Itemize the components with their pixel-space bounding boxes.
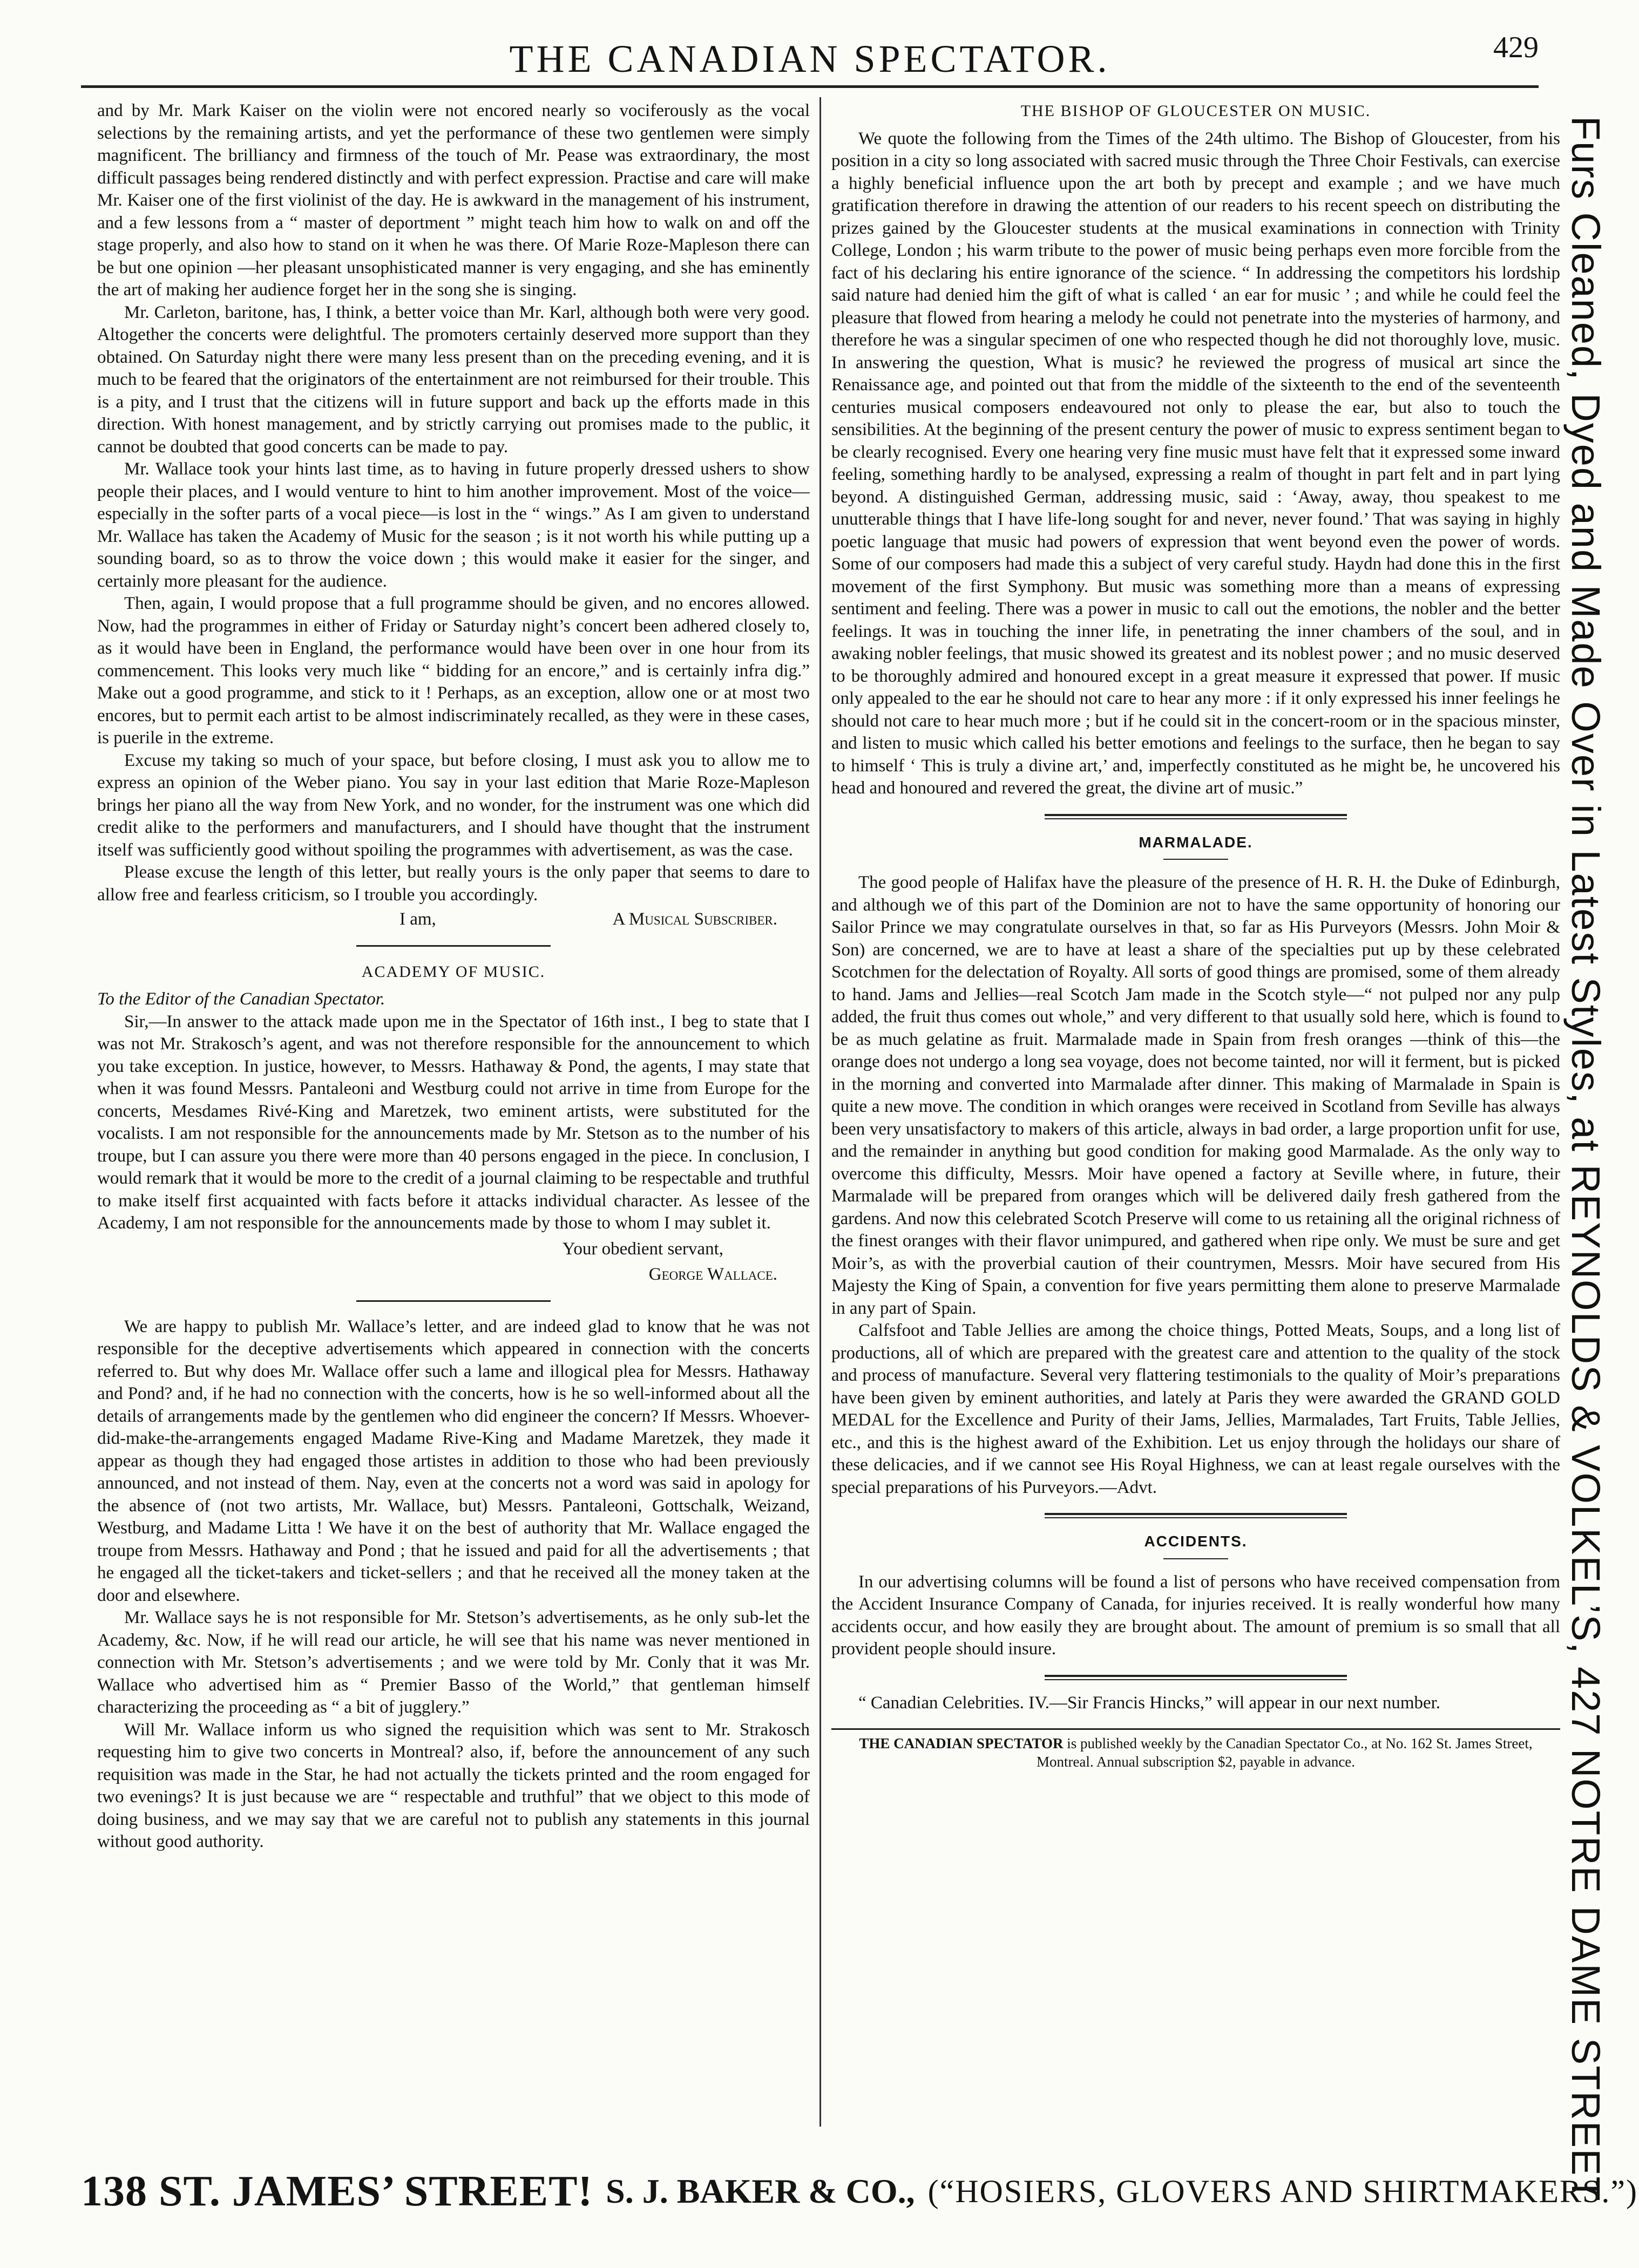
academy-closing: Your obedient servant, xyxy=(562,1239,723,1259)
publisher-text: is published weekly by the Canadian Spectator Co., at No. 162 St. James Street, Montreal. Annual subscription $2, payable in advance. xyxy=(1036,1735,1533,1770)
marmalade-paragraph: Calfsfoot and Table Jellies are among the choice things, Potted Meats, Soups, and a long list of productions, all of which are prepared with the greatest care and attention to the quality of the stock and process of manufacture. Several very flattering testimonials to the quality of Moir’s preparations have been given by eminent authorities, and lately at Paris they were awarded the GRAND GOLD MEDAL for the Excellence and Purity of their Jams, Jellies, Marmalades, Tart Fruits, Table Jellies, etc., and this is the highest award of the Exhibition. Let us enjoy through the holidays our share of these delicacies, and if we cannot see His Royal Highness, we can at least regale ourselves with the special preparations of his Purveyors.—Advt. xyxy=(831,1321,1560,1497)
left-column xyxy=(97,100,810,2118)
editor-paragraph: Mr. Wallace says he is not responsible for Mr. Stetson’s advertisements, as he only sub-let the Academy, &c. Now, if he will read our article, he will see that his name was never mentioned in connection with Mr. Stetson’s advertisements ; and we were told by Mr. Conly that it was Mr. Wallace who advertised him as “ Premier Basso of the World,” that gentleman himself characterizing the proceeding as “ a bit of jugglery.” xyxy=(97,1608,810,1717)
section-rule xyxy=(356,1300,551,1302)
letter-paragraph: Then, again, I would propose that a full programme should be given, and no encores allowed. Now, had the programmes in either of Friday or Saturday night’s concert been adhered closely to, as it would have been in England, the performance would have been over in one hour from its commencement. This looks very much like “ bidding for an encore,” and is certainly infra dig.” Make out a good programme, and stick to it ! Perhaps, as an exception, allow one or at most two encores, but to permit each artist to be almost indiscriminately recalled, as they were in these cases, is puerile in the extreme. xyxy=(97,594,810,748)
music-heading: THE BISHOP OF GLOUCESTER ON MUSIC. xyxy=(1020,102,1371,120)
accidents-heading: ACCIDENTS. xyxy=(1144,1533,1248,1550)
page-number: 429 xyxy=(1493,31,1539,64)
academy-heading: ACADEMY OF MUSIC. xyxy=(361,962,546,981)
publisher-notice xyxy=(831,1728,1560,1771)
newspaper-title: THE CANADIAN SPECTATOR. xyxy=(509,37,1110,80)
section-rule xyxy=(356,945,551,947)
heading-rule xyxy=(1163,859,1228,860)
letter-paragraph: Mr. Wallace took your hints last time, as to having in future properly dressed ushers to show people their places, and I would venture to hint to him another improvement. Most of the voice—especially in the softer parts of a vocal piece—is lost in the “ wings.” As I am given to understand Mr. Wallace has taken the Academy of Music for the season ; is it not worth his while putting up a sounding board, so as to throw the voice down ; this would make it easier for the singer, and certainly more pleasant for the audience. xyxy=(97,459,810,591)
letter-closing: I am, xyxy=(399,909,436,929)
heading-rule xyxy=(1163,1558,1228,1559)
bottom-ad-trade: (“HOSIERS, GLOVERS AND SHIRTMAKERS.”) xyxy=(927,2173,1638,2209)
music-article xyxy=(831,100,1560,800)
marmalade-paragraph: The good people of Halifax have the pleasure of the presence of H. R. H. the Duke of Edinburgh, and although we of this part of the Dominion are not to have the same opportunity of honoring our Sailor Prince we may congratulate ourselves in that, so far as His Purveyors (Messrs. John Moir & Son) are concerned, we are to have at least a share of the specialties put up by these celebrated Scotchmen for the delectation of Royalty. All sorts of good things are promised, some of them already to hand. Jams and Jellies—real Scotch Jam made in the Scotch style—“ not pulped nor any pulp added, the fruit thus comes out whole,” and very different to that usually sold here, which is found to be as much gelatine as fruit. Marmalade made in Spain from fresh oranges —think of this—the orange does not undergo a long sea voyage, does not become tainted, nor will it ferment, but is picked in the morning and converted into Marmalade after dinner. This making of Marmalade in Spain is quite a new move. The condition in which oranges were received in Scotland from Seville has always been very unsatisfactory to makers of this article, always in bad order, a large proportion unfit for use, and the remainder in anything but good condition for making good Marmalade. As the only way to overcome this difficulty, Messrs. Moir have opened a factory at Seville where, in future, their Marmalade will be prepared from oranges which will be delivered daily fresh gathered from the gardens. And now this celebrated Scotch Preserve will come to us retaining all the original richness of the finest oranges with their flavor unimpured, and gathered when ripe only. We must be sure and get Moir’s, as with the proverbial caution of their countrymen, Messrs. Moir have secured from His Majesty the King of Spain, a convention for five years permitting them alone to preserve Marmalade in any part of Spain. xyxy=(831,873,1560,1318)
academy-letter xyxy=(97,961,810,1286)
bottom-ad-address: 138 ST. JAMES’ STREET! xyxy=(81,2167,593,2215)
letter-paragraph: Mr. Carleton, baritone, has, I think, a better voice than Mr. Karl, although both were very good. Altogether the concerts were delightful. The promoters certainly deserved more support than they obtained. On Saturday night there were many less present than on the preceding evening, and it is much to be feared that the originators of the entertainment are not reimbursed for their trouble. This is a pity, and I trust that the citizens will in future support and back up the efforts made in this direction. With honest management, and by strictly carrying out promises made to the public, it cannot be doubted that good concerts can be made to pay. xyxy=(97,302,810,457)
editor-paragraph: Will Mr. Wallace inform us who signed the requisition which was sent to Mr. Strakosch requesting him to give two concerts in Montreal? also, if, before the announcement of any such requisition was made in the Star, he had not actually the tickets printed and the room engaged for two evenings? It is just because we are “ respectable and truthful” that we object to this mode of doing business, and we may say that we are careful not to publish any statements in this journal without good authority. xyxy=(97,1720,810,1851)
next-number-notice: “ Canadian Celebrities. IV.—Sir Francis Hincks,” will appear in our next number. xyxy=(858,1693,1441,1713)
letter-signoff xyxy=(97,908,810,931)
masthead xyxy=(81,21,1539,88)
publisher-name: THE CANADIAN SPECTATOR xyxy=(859,1735,1064,1751)
section-rule xyxy=(1045,1513,1347,1518)
subscriber-letter xyxy=(97,100,810,931)
section-rule xyxy=(1045,814,1347,819)
marmalade-heading: MARMALADE. xyxy=(1139,833,1253,851)
bottom-ad-firm: S. J. BAKER & CO., xyxy=(606,2172,915,2210)
music-paragraph: We quote the following from the Times of the 24th ultimo. The Bishop of Gloucester, from his position in a city so long associated with sacred music through the Three Choir Festivals, can exercise a highly beneficial influence upon the art both by precept and example ; and we have much gratification therefore in drawing the attention of our readers to his recent speech on distributing the prizes gained by the Gloucester students at the musical examinations in connection with Trinity College, London ; his warm tribute to the power of music being perhaps even more forcible from the fact of his declaring his entire ignorance of the science. “ In addressing the competitors his lordship said nature had denied him the gift of what is called ‘ an ear for music ’ ; and while he could feel the pleasure that flowed from hearing a melody he could not penetrate into the mysteries of harmony, and therefore he was a singular specimen of one who respected though he did not thoroughly love, music. In answering the question, What is music? he reviewed the progress of musical art since the Renaissance age, and pointed out that from the middle of the sixteenth to the end of the seventeenth centuries musical composers endeavoured not only to please the ear, but also to touch the sensibilities. At the beginning of the present century the power of music to express sentiment began to be clearly recognised. Every one hearing very fine music must have felt that it expressed some inward feeling, something hardly to be analysed, expressing a realm of thought in part felt and in part lying beyond. A distinguished German, addressing music, said : ‘Away, away, thou speakest to me unutterable things that I have life-long sought for and never, never found.’ That was saying in highly poetic language that music had powers of expression that went beyond even the power of words. Some of our composers had made this a subject of very careful study. Haydn had done this in the first movement of the first Symphony. But music was something more than a means of expressing sentiment and feeling. There was a power in music to call out the emotions, the nobler and the better feelings. It was in touching the inner life, in penetrating the inner chambers of the soul, and in awaking nobler feelings, that music showed its greatest and its noblest power ; and no music deserved to be thoroughly admired and honoured except in a great measure it expressed that power. If music only appealed to the ear he should not care to hear any more : if it only expressed his inner feelings he should not care to hear much more ; but if he could sit in the concert-room or in the spacious minster, and listen to music which called his better emotions and feelings to the surface, then he began to say to himself ‘ This is truly a divine art,’ and, imperfectly constituted as he might be, he uncovered his head and honoured and revered the great, the divine art of music.” xyxy=(831,128,1560,798)
column-divider xyxy=(819,97,821,2127)
letter-signature: A Musical Subscriber. xyxy=(612,909,777,929)
bottom-advertisement xyxy=(81,2159,1638,2224)
section-rule xyxy=(1045,1675,1347,1680)
right-column xyxy=(831,100,1560,2118)
letter-paragraph: Please excuse the length of this letter, but really yours is the only paper that seems to dare to allow free and fearless criticism, so I trouble you accordingly. xyxy=(97,863,810,905)
letter-paragraph: Excuse my taking so much of your space, but before closing, I must ask you to allow me to express an opinion of the Weber piano. You say in your last edition that Marie Roze-Mapleson brings her piano all the way from New York, and no wonder, for the instrument was one which did credit alike to the performers and manufacturers, and I should have thought that the instrument itself was sufficiently good without spoiling the programmes with advertisement, as was the case. xyxy=(97,750,810,860)
letter-paragraph: and by Mr. Mark Kaiser on the violin were not encored nearly so vociferously as the vocal selections by the remaining artists, and yet the performance of these two gentlemen were simply magnificent. The brilliancy and firmness of the touch of Mr. Pease was extraordinary, the most difficult passages being rendered distinctly and with perfect expression. Practise and care will make Mr. Kaiser one of the first violinist of the day. He is awkward in the management of his instrument, and a few lessons from a “ master of deportment ” might teach him how to walk on and off the stage properly, and also how to stand on it when he was there. Of Marie Roze-Mapleson there can be but one opinion —her pleasant unsophisticated manner is very engaging, and she has eminently the art of making her audience forget her in the song she is singing. xyxy=(97,101,810,300)
accidents-article xyxy=(831,1530,1560,1661)
editor-paragraph: We are happy to publish Mr. Wallace’s letter, and are indeed glad to know that he was not responsible for the deceptive advertisements which appeared in connection with the concerts referred to. But why does Mr. Wallace offer such a lame and illogical plea for Messrs. Hathaway and Pond? and, if he had no connection with the concerts, how is he so well-informed about all the details of arrangements made by the gentlemen who did engineer the concern? If Messrs. Whoever-did-make-the-arrangements engaged Madame Rive-King and Madame Maretzek, they made it appear as though they had engaged those artistes in addition to those who had been previously announced, and not instead of them. Nay, even at the concerts not a word was said in apology for the absence of (not two artists, Mr. Wallace, but) Messrs. Pantaleoni, Gottschalk, Weizand, Westburg, and Madame Litta ! We have it on the best of authority that Mr. Wallace engaged the troupe from Messrs. Hathaway and Pond ; that he issued and paid for all the advertisements ; that he engaged all the ticket-takers and ticket-sellers ; and that he received all the money taken at the door and elsewhere. xyxy=(97,1316,810,1605)
academy-salutation: To the Editor of the Canadian Spectator. xyxy=(97,989,385,1009)
marmalade-article xyxy=(831,831,1560,1499)
editor-reply xyxy=(97,1316,810,1853)
academy-paragraph: Sir,—In answer to the attack made upon me in the Spectator of 16th inst., I beg to state that I was not Mr. Strakosch’s agent, and was not therefore responsible for the announcement to which you take exception. In justice, however, to Messrs. Hathaway & Pond, the agents, I may state that when it was found Messrs. Pantaleoni and Westburg could not arrive in time from Europe for the concerts, Mesdames Rivé-King and Maretzek, two eminent artists, were substituted for the vocalists. I am not responsible for the announcements made by Mr. Stetson as to the number of his troupe, but I can assure you there were more than 40 persons engaged in the piece. In conclusion, I would remark that it would be more to the credit of a journal claiming to be respectable and truthful to make itself first acquainted with facts before it attacks individual character. As lessee of the Academy, I am not responsible for the announcements made by those to whom I may sublet it. xyxy=(97,1011,810,1233)
academy-signature: George Wallace. xyxy=(648,1265,777,1284)
side-advertisement xyxy=(1557,116,1617,2202)
side-ad-text: Furs Cleaned, Dyed and Made Over in Latest Styles, at REYNOLDS & VOLKEL’S, 427 NOTRE DAME STREET xyxy=(1563,116,1608,2202)
accidents-paragraph: In our advertising columns will be found a list of persons who have received compensation from the Accident Insurance Company of Canada, for injuries received. It is really wonderful how many accidents occur, and how easily they are brought about. The amount of premium is so small that all provident people should insure. xyxy=(831,1572,1560,1659)
